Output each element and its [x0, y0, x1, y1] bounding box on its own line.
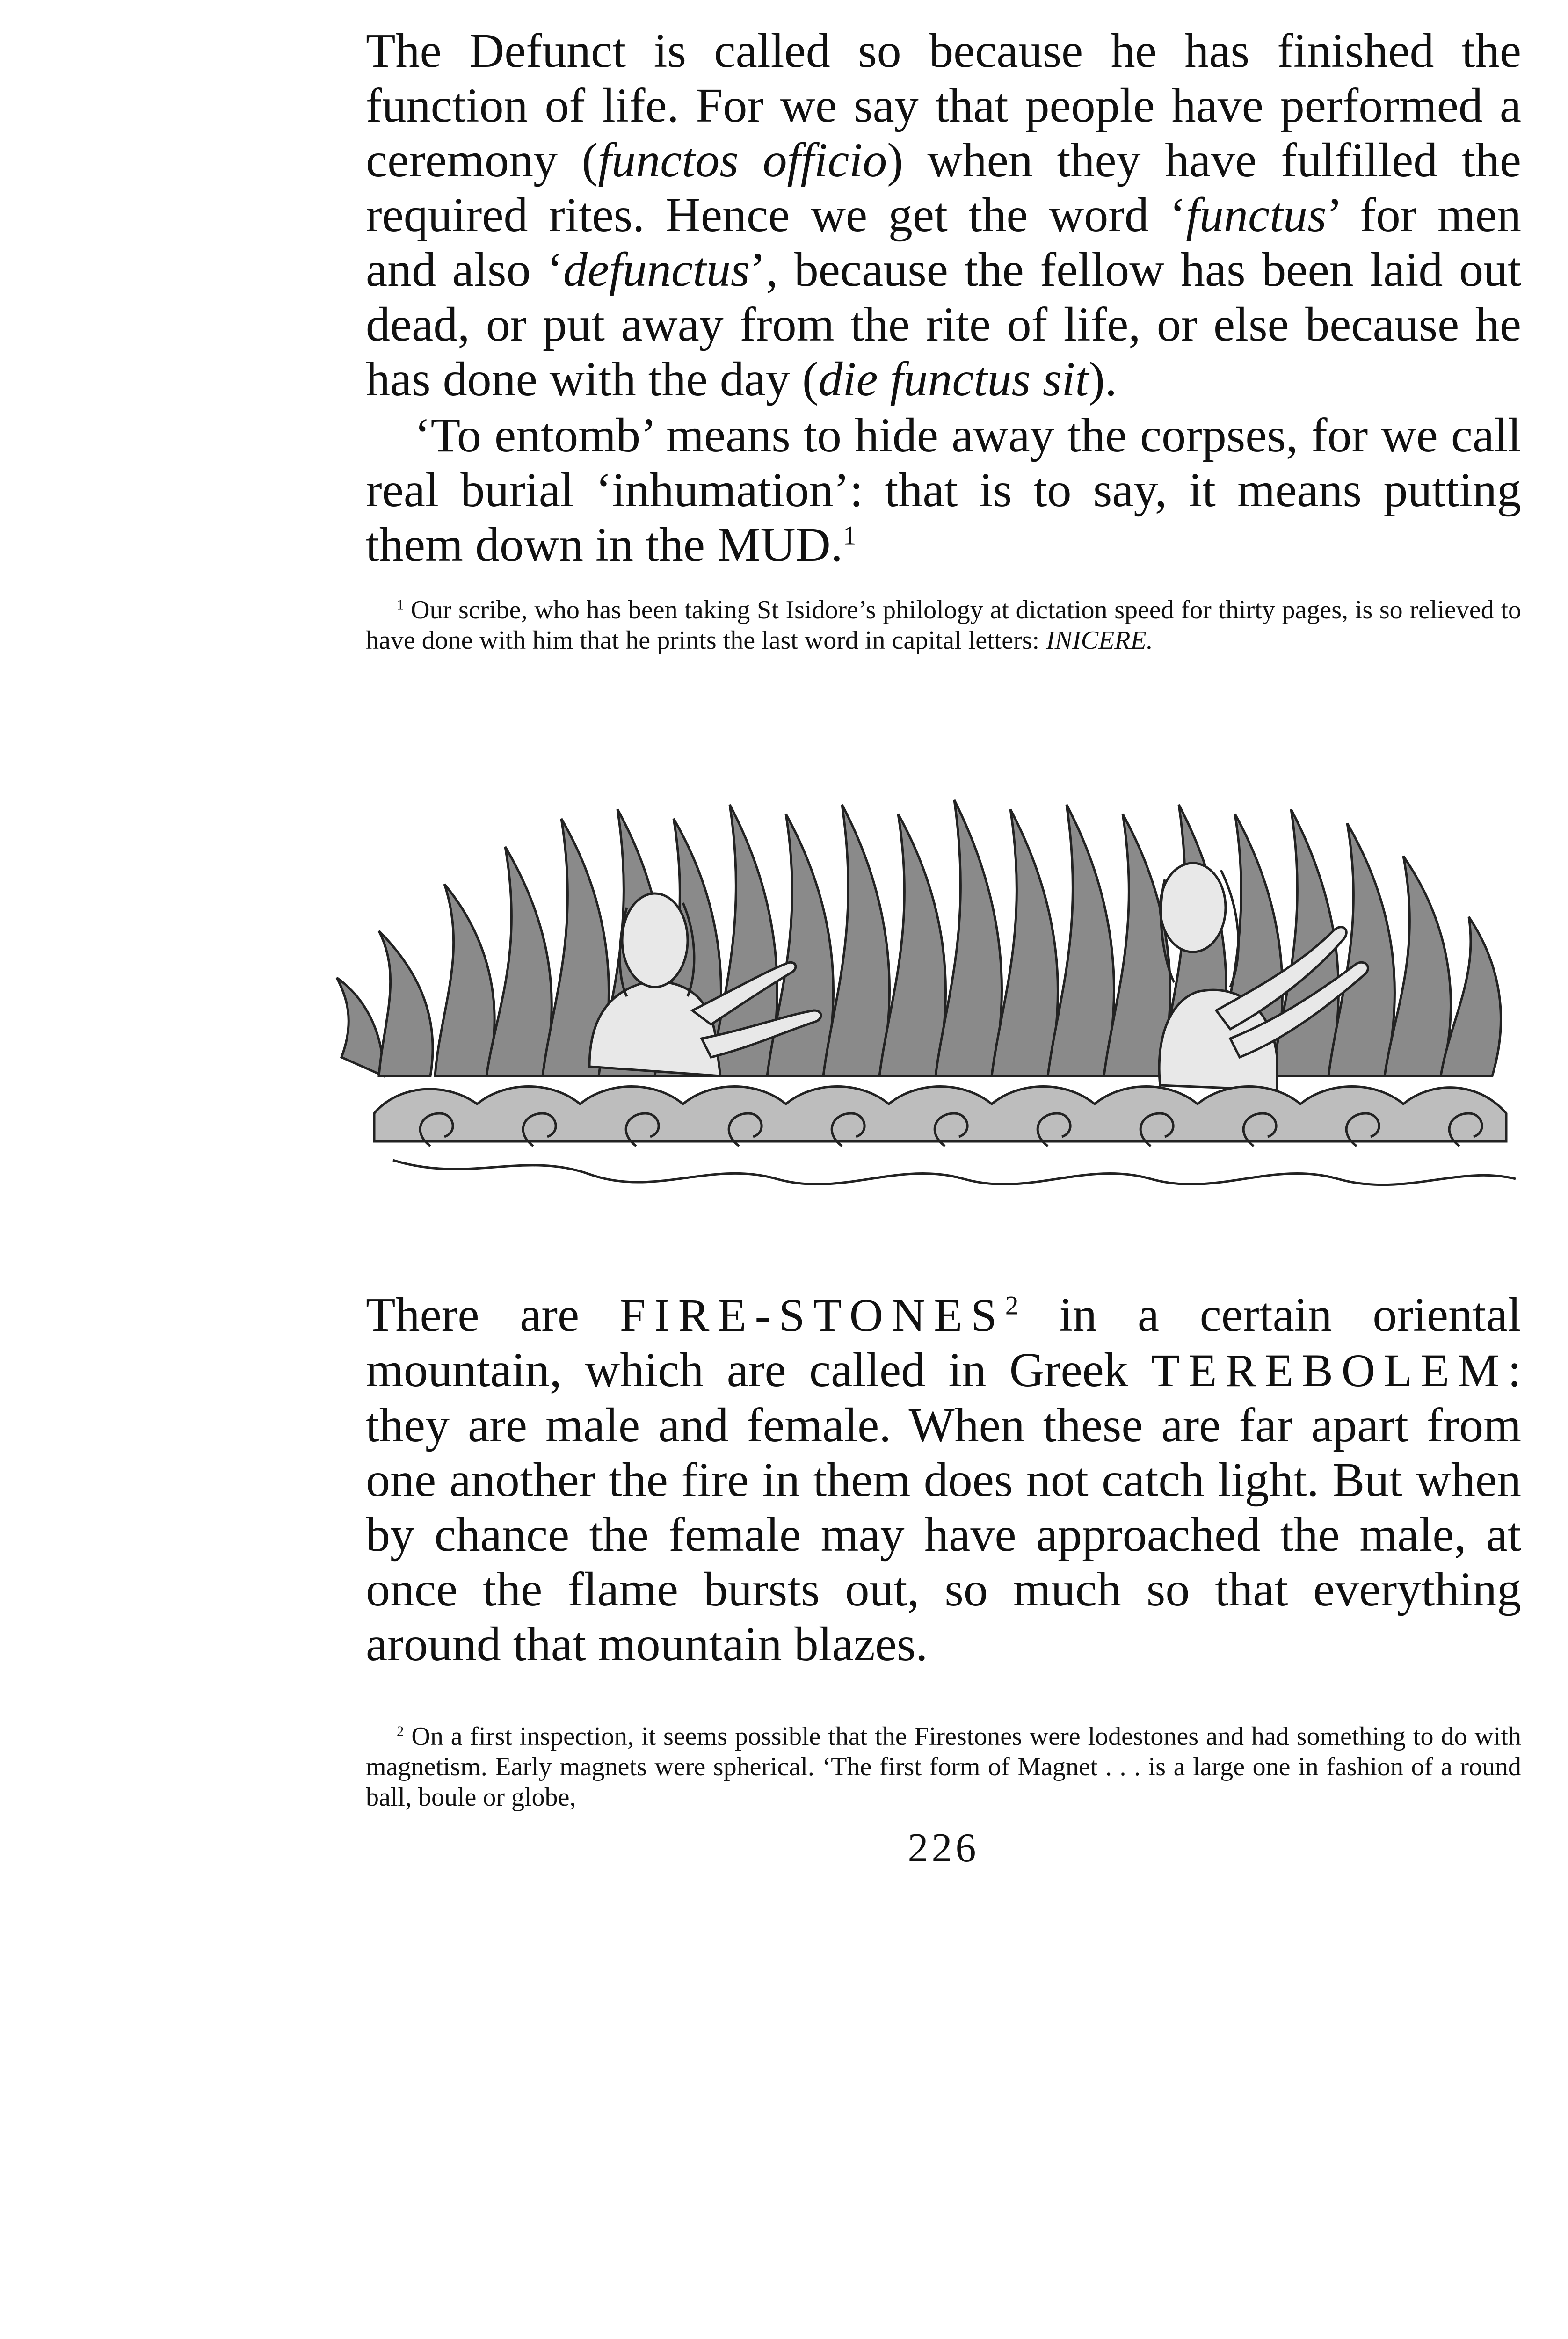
text-segment: ).	[1089, 352, 1117, 406]
text-segment: ’, because the fellow has been laid out dead, or put away from the rite of life, or else because he has done with the day (	[366, 243, 1521, 406]
text-segment: : they are male and female. When these are far apart from one another the fire in them does not catch light. But when by chance the female may have approached the male, at once the flame bursts out, so much so that everything around that mountain blazes.	[366, 1343, 1521, 1671]
footnote-number: 2	[397, 1723, 404, 1739]
footnote-ref: 1	[842, 521, 857, 551]
paragraph-entomb	[366, 408, 1521, 572]
paragraph-fire-stones	[366, 1287, 1521, 1671]
footnote-text: On a first inspection, it seems possible that the Firestones were lodestones and had something to do with magnetism. Early magnets were spherical. ‘The first form of Magnet . . . is a large one in fashion of a round ball, boule or globe,	[366, 1722, 1521, 1812]
italic-term: die functus sit	[818, 352, 1089, 406]
footnote-number: 1	[397, 596, 404, 613]
text-segment: The Defunct is called so because he has finished the function of life. For we say that people have performed a ceremony (	[366, 24, 1521, 187]
text-segment: ‘To entomb’ means to hide away the corpses, for we call real burial ‘inhumation’: that is to say, it means putting them down in the MUD.	[366, 408, 1521, 572]
italic-term: functos officio	[598, 133, 887, 187]
text-segment: ) when they have fulfilled the required rites. Hence we get the word ‘	[366, 133, 1521, 242]
paragraph-defunct	[366, 23, 1521, 407]
text-segment: ’ for men and also ‘	[366, 188, 1521, 297]
italic-term: defunctus	[563, 243, 750, 297]
page-number: 226	[907, 1825, 980, 1871]
footnote-ref: 2	[1005, 1291, 1019, 1321]
text-segment: There are	[366, 1288, 620, 1342]
footnote-text: Our scribe, who has been taking St Isidore’s philology at dictation speed for thirty pages, is so relieved to have done with him that he prints the last word in capital letters:	[366, 596, 1521, 655]
footnote-italic: INICERE.	[1046, 626, 1153, 655]
footnote-1	[366, 595, 1521, 656]
footnote-2	[366, 1722, 1521, 1813]
small-caps-term: FIRE-STONES	[619, 1289, 1005, 1341]
flames-illustration	[327, 777, 1544, 1212]
small-caps-term: TEREBOLEM	[1151, 1344, 1508, 1396]
text-segment: in a certain oriental mountain, which are called in Greek	[366, 1288, 1522, 1397]
italic-term: functus	[1186, 188, 1327, 242]
